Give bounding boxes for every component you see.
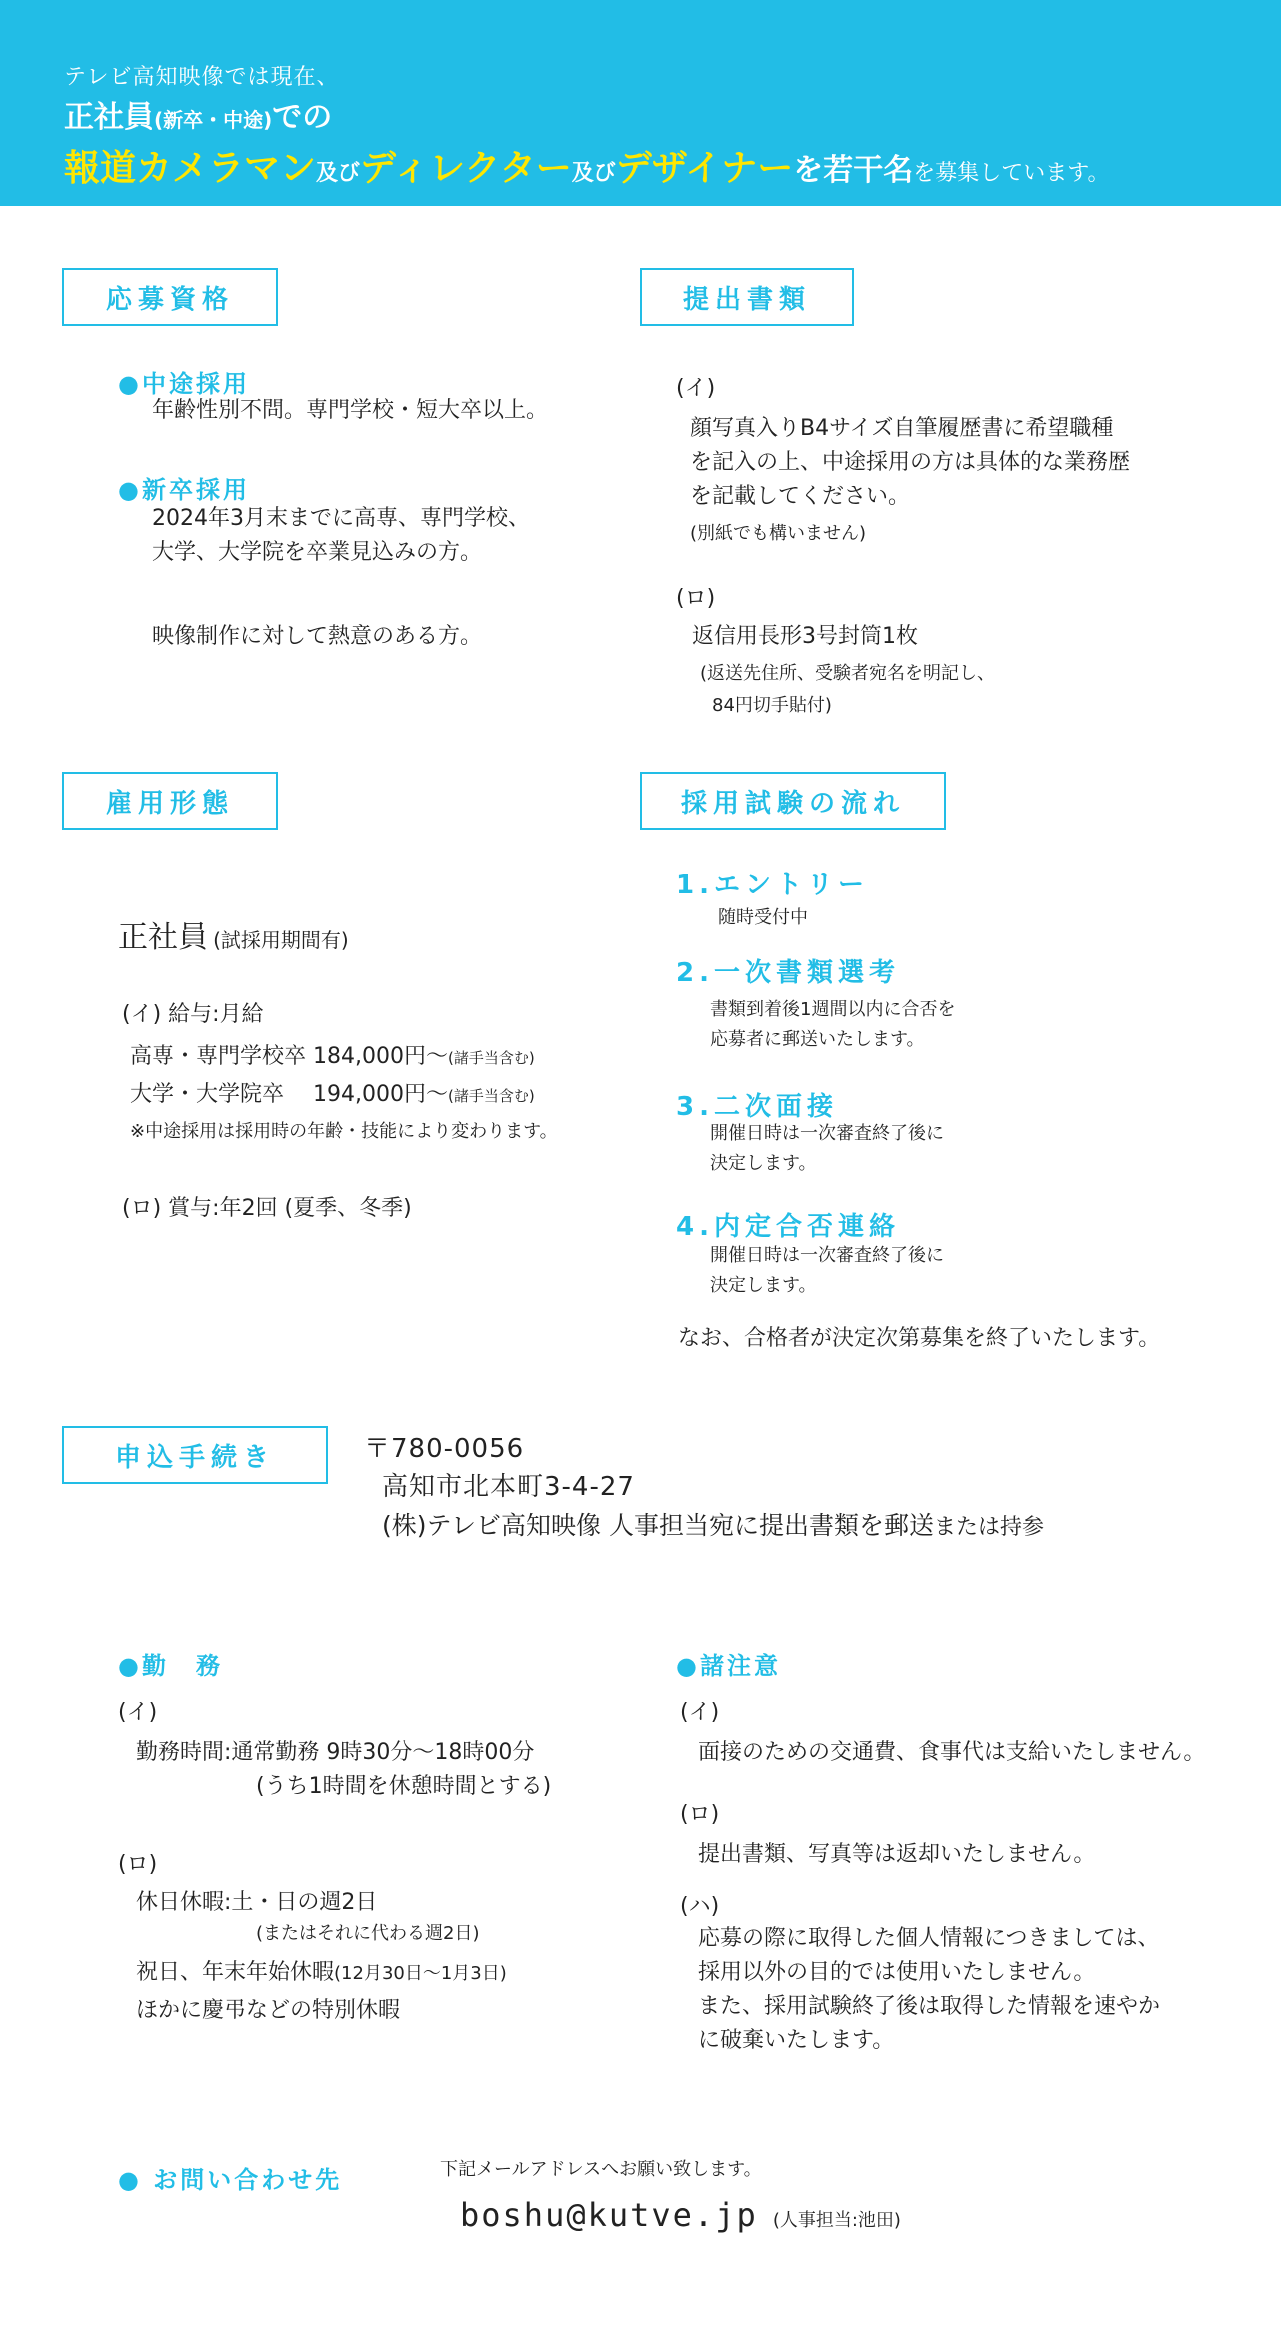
holiday-1: 休日休暇:土・日の週2日 [136,1890,378,1915]
documents-b-note-1: (返送先住所、受験者宛名を明記し、 [700,663,996,684]
contact-email-link[interactable]: boshu@kutve.jp [460,2196,758,2234]
documents-a-note: (別紙でも構いません) [690,523,867,544]
banner-intro: テレビ高知映像では現在、 [64,65,340,90]
salary-college: 高専・専門学校卒 184,000円〜(諸手当含む) [130,1044,535,1069]
contact-email-line [460,2196,901,2235]
flow-step-1-text: 随時受付中 [718,907,808,928]
documents-heading: 提出書類 [640,268,854,326]
notes-c-label: (ハ) [680,1894,720,1919]
holiday-2: (またはそれに代わる週2日) [256,1923,480,1944]
documents-a-label: (イ) [676,376,716,401]
qualification-note: 映像制作に対して熱意のある方。 [152,624,483,649]
notes-a-label: (イ) [680,1700,720,1725]
flow-step-2-text-2: 応募者に郵送いたします。 [710,1029,925,1050]
documents-b-note-2: 84円切手貼付) [712,695,832,716]
notes-c-text-4: に破棄いたします。 [698,2028,895,2053]
notes-c-text-2: 採用以外の目的では使用いたしません。 [698,1960,1096,1985]
notes-title: ●諸注意 [676,1652,781,1680]
flow-step-2-title: 2.一次書類選考 [676,958,900,988]
contact-title: ● お問い合わせ先 [118,2166,343,2194]
job-cameraman: 報道カメラマン [64,148,317,189]
postal-code: 〒780-0056 [364,1434,525,1464]
flow-step-4-title: 4.内定合否連絡 [676,1212,900,1242]
new-grad-text-2: 大学、大学院を卒業見込みの方。 [152,540,483,565]
notes-b-text: 提出書類、写真等は返却いたしません。 [698,1842,1096,1867]
flow-step-2-text-1: 書類到着後1週間以内に合否を [710,999,956,1020]
work-b-label: (ロ) [118,1852,158,1877]
notes-c-text-1: 応募の際に取得した個人情報につきましては、 [698,1926,1160,1951]
documents-a-line-2: を記入の上、中途採用の方は具体的な業務歴 [690,450,1131,475]
application-heading: 申込手続き [62,1426,328,1484]
salary-university: 大学・大学院卒 194,000円〜(諸手当含む) [130,1082,535,1107]
address: 高知市北本町3-4-27 [382,1472,635,1502]
qualification-heading: 応募資格 [62,268,278,326]
header-banner [0,0,1281,206]
flow-step-1-title: 1.エントリー [676,870,869,900]
documents-a-line-3: を記載してください。 [690,484,911,509]
mid-career-title: ●中途採用 [118,370,250,398]
holiday-4: ほかに慶弔などの特別休暇 [136,1998,401,2023]
employment-type: 正社員 (試採用期間有) [118,920,349,955]
work-hours-1: 勤務時間:通常勤務 9時30分〜18時00分 [136,1740,535,1765]
documents-b-line-1: 返信用長形3号封筒1枚 [692,624,918,649]
documents-a-line-1: 顔写真入りB4サイズ自筆履歴書に希望職種 [690,416,1114,441]
banner-jobs: 報道カメラマン及びディレクター及びデザイナーを若干名を募集しています。 [64,148,1110,189]
new-grad-text-1: 2024年3月末までに高専、専門学校、 [152,506,530,531]
work-a-label: (イ) [118,1700,158,1725]
job-designer: デザイナー [615,148,794,189]
banner-employment-type: 正社員(新卒・中途)での [64,100,333,135]
work-title: ●勤 務 [118,1652,223,1680]
flow-step-4-text-2: 決定します。 [710,1275,817,1296]
contact-person: (人事担当:池田) [772,2210,901,2231]
holiday-3: 祝日、年末年始休暇(12月30日〜1月3日) [136,1960,507,1985]
notes-a-text: 面接のための交通費、食事代は支給いたしません。 [698,1740,1206,1765]
flow-step-3-text-2: 決定します。 [710,1153,817,1174]
work-hours-2: (うち1時間を休憩時間とする) [256,1774,552,1799]
bonus: (ロ) 賞与:年2回 (夏季、冬季) [122,1196,412,1221]
flow-closing: なお、合格者が決定次第募集を終了いたします。 [678,1326,1161,1351]
mid-career-text: 年齢性別不問。専門学校・短大卒以上。 [152,398,549,423]
flow-step-4-text-1: 開催日時は一次審査終了後に [710,1245,944,1266]
notes-c-text-3: また、採用試験終了後は取得した情報を速やか [698,1994,1161,2019]
documents-b-label: (ロ) [676,586,716,611]
flow-step-3-text-1: 開催日時は一次審査終了後に [710,1123,944,1144]
notes-b-label: (ロ) [680,1802,720,1827]
employment-heading: 雇用形態 [62,772,278,830]
salary-label: (イ) 給与:月給 [122,1002,264,1027]
salary-note: ※中途採用は採用時の年齢・技能により変わります。 [130,1121,558,1142]
contact-intro: 下記メールアドレスへお願い致します。 [440,2159,762,2180]
flow-step-3-title: 3.二次面接 [676,1092,838,1122]
job-director: ディレクター [360,148,572,189]
flow-heading: 採用試験の流れ [640,772,946,830]
application-company: (株)テレビ高知映像 人事担当宛に提出書類を郵送または持参 [382,1511,1044,1540]
new-grad-title: ●新卒採用 [118,476,250,504]
